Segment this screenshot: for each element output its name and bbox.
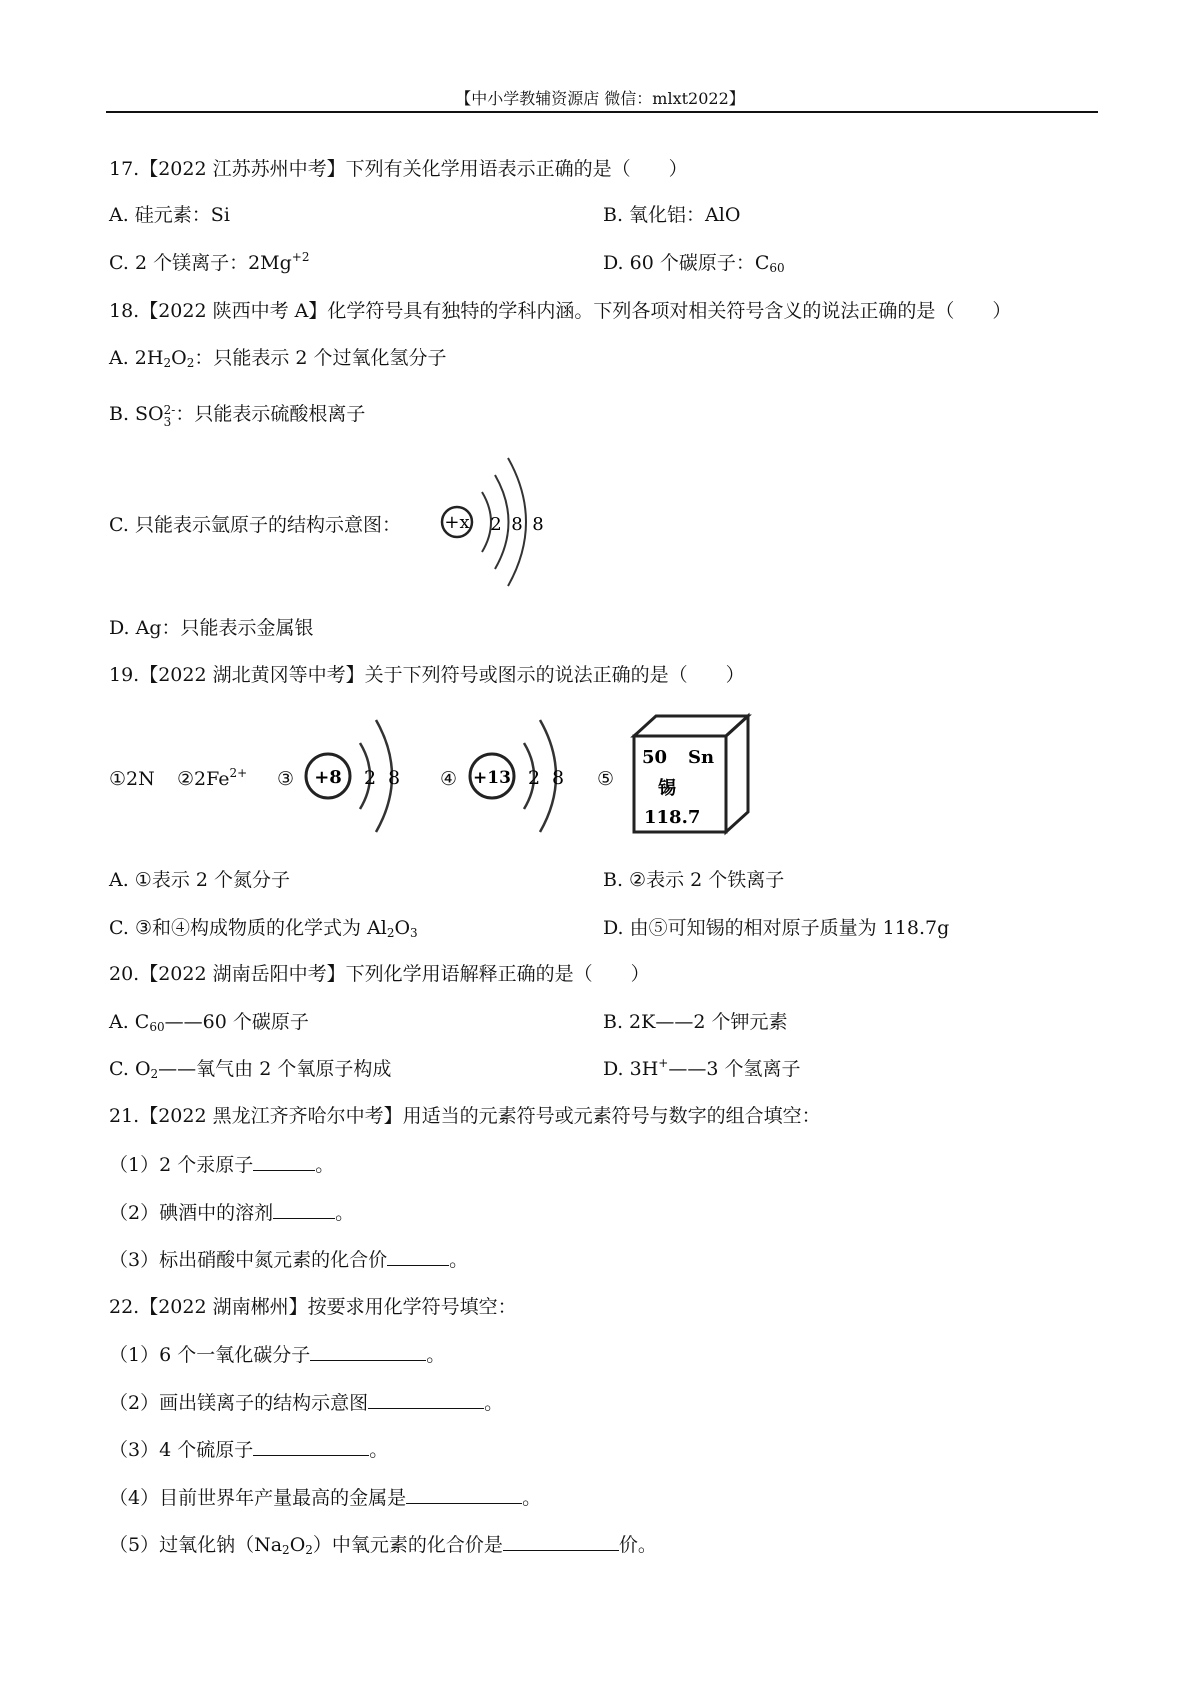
q21-part-1 (109, 1152, 334, 1177)
q18-b-sub: 3 (163, 415, 172, 429)
q20-option-c (109, 1057, 391, 1081)
q22-p3-text: （3）4 个硫原子 (109, 1439, 254, 1461)
cube-side-face (726, 716, 748, 832)
nucleus-charge: +13 (473, 768, 511, 788)
q22-p4-blank[interactable] (406, 1485, 522, 1504)
q17-option-d (603, 251, 785, 275)
q22-part-5 (109, 1532, 657, 1557)
q17-c-text: C. 2 个镁离子：2Mg (109, 252, 292, 274)
q20-d-pre: D. 3H (603, 1058, 659, 1080)
q22-p5-sub2: 2 (305, 1543, 313, 1557)
q19-stem: 19.【2022 湖北黄冈等中考】关于下列符号或图示的说法正确的是（ ） (109, 664, 745, 686)
q21-p1-text: （1）2 个汞原子 (109, 1154, 254, 1176)
q22-p2-end: 。 (484, 1392, 504, 1414)
q20-d-sup: + (658, 1056, 669, 1070)
q19-item2-sup: 2+ (229, 766, 248, 780)
q20-d-post: ——3 个氢离子 (668, 1058, 801, 1080)
q22-p2-text: （2）画出镁离子的结构示意图 (109, 1392, 369, 1414)
q19-c-sub2: 3 (410, 926, 418, 940)
q19-aluminum-diagram (464, 708, 579, 843)
q20-c-sub: 2 (150, 1067, 159, 1081)
q18-b-pre: B. SO (109, 403, 164, 425)
q21-p1-end: 。 (315, 1154, 335, 1176)
q18-a-pre: A. 2H (109, 347, 164, 369)
q21-p3-end: 。 (449, 1249, 469, 1271)
q17-option-a: A. 硅元素：Si (109, 204, 230, 226)
q19-c-sub1: 2 (386, 926, 395, 940)
q22-p5-sub1: 2 (282, 1543, 290, 1557)
q19-c-mid: O (394, 917, 411, 939)
q21-stem: 21.【2022 黑龙江齐齐哈尔中考】用适当的元素符号或元素符号与数字的组合填空： (109, 1105, 821, 1127)
shell-electrons-1: 2 (490, 514, 502, 535)
shell-electrons-2: 8 (511, 514, 523, 535)
q21-p3-blank[interactable] (387, 1247, 449, 1266)
q22-part-4 (109, 1485, 541, 1510)
shell-electrons-1: 2 (363, 767, 377, 789)
q21-part-2 (109, 1200, 354, 1225)
shell-electrons-3: 8 (532, 514, 544, 535)
q21-part-3 (109, 1247, 468, 1272)
q20-option-a (109, 1010, 309, 1034)
q20-stem: 20.【2022 湖南岳阳中考】下列化学用语解释正确的是（ ） (109, 963, 650, 985)
q19-item-4-label: ④ (440, 768, 458, 790)
atomic-number: 50 (642, 747, 668, 768)
q22-p2-blank[interactable] (368, 1390, 484, 1409)
q18-stem: 18.【2022 陕西中考 A】化学符号具有独特的学科内涵。下列各项对相关符号含义的说法正确的是（ ） (109, 300, 1012, 322)
q21-p3-text: （3）标出硝酸中氮元素的化合价 (109, 1249, 388, 1271)
q19-item-3-label: ③ (277, 768, 295, 790)
q22-p3-end: 。 (369, 1439, 389, 1461)
q19-oxygen-diagram (300, 708, 415, 843)
q22-stem: 22.【2022 湖南郴州】按要求用化学符号填空： (109, 1296, 517, 1318)
q19-option-a: A. ①表示 2 个氮分子 (109, 869, 291, 891)
q17-option-b: B. 氧化铝：AlO (603, 204, 741, 226)
q19-c-pre: C. ③和④构成物质的化学式为 Al (109, 917, 387, 939)
q21-p2-text: （2）碘酒中的溶剂 (109, 1202, 274, 1224)
q18-option-d: D. Ag：只能表示金属银 (109, 617, 314, 639)
q20-c-pre: C. O (109, 1058, 151, 1080)
q22-p1-end: 。 (426, 1344, 446, 1366)
shell-electrons-1: 2 (527, 767, 541, 789)
nucleus-charge: +8 (314, 767, 342, 788)
q18-b-sup: 2- (163, 403, 176, 417)
q18-a-sub1: 2 (163, 356, 172, 370)
element-symbol: Sn (688, 747, 715, 768)
q22-p3-blank[interactable] (253, 1437, 369, 1456)
q21-p2-blank[interactable] (273, 1200, 335, 1219)
q20-option-d (603, 1057, 801, 1081)
q22-p1-blank[interactable] (310, 1342, 426, 1361)
q22-p1-text: （1）6 个一氧化碳分子 (109, 1344, 311, 1366)
q18-option-a (109, 346, 447, 370)
q18-option-b (109, 402, 365, 428)
q17-option-c (109, 251, 309, 275)
q18-atom-diagram (440, 450, 560, 595)
q22-part-1 (109, 1342, 445, 1367)
q17-d-sub: 60 (769, 261, 785, 275)
q20-a-sub: 60 (149, 1020, 165, 1034)
q18-b-charge (164, 404, 176, 428)
q22-p5-end: 价。 (618, 1534, 657, 1556)
atomic-mass: 118.7 (644, 807, 701, 828)
q22-p4-end: 。 (522, 1487, 542, 1509)
q18-a-sub2: 2 (186, 356, 195, 370)
q21-p2-end: 。 (335, 1202, 355, 1224)
q20-a-post: ——60 个碳原子 (164, 1011, 309, 1033)
shell-electrons-2: 8 (387, 767, 401, 789)
q19-tin-element-cell (630, 712, 755, 837)
q17-d-text: D. 60 个碳原子：C (603, 252, 770, 274)
q22-p5-post: ）中氧元素的化合价是 (312, 1534, 503, 1556)
header-divider (106, 111, 1098, 113)
page-header: 【中小学教辅资源店 微信：mlxt2022】 (455, 89, 745, 108)
q22-p5-pre: （5）过氧化钠（Na (109, 1534, 283, 1556)
q19-item-2 (177, 767, 247, 791)
shell-electrons-2: 8 (551, 767, 565, 789)
q22-p4-text: （4）目前世界年产量最高的金属是 (109, 1487, 407, 1509)
nucleus-charge: +x (444, 512, 470, 533)
q22-p5-mid: O (289, 1534, 306, 1556)
q21-p1-blank[interactable] (253, 1152, 315, 1171)
q20-c-post: ——氧气由 2 个氧原子构成 (158, 1058, 392, 1080)
q20-option-b: B. 2K——2 个钾元素 (603, 1011, 788, 1033)
q17-stem: 17.【2022 江苏苏州中考】下列有关化学用语表示正确的是（ ） (109, 158, 688, 180)
q19-item-5-label: ⑤ (597, 768, 615, 790)
element-name: 锡 (658, 778, 676, 799)
q18-a-post: ：只能表示 2 个过氧化氢分子 (194, 347, 447, 369)
q19-option-c (109, 916, 418, 940)
q18-a-mid: O (171, 347, 187, 369)
q22-part-2 (109, 1390, 503, 1415)
q22-part-3 (109, 1437, 388, 1462)
q19-option-b: B. ②表示 2 个铁离子 (603, 869, 785, 891)
q19-item2-pre: ②2Fe (177, 768, 230, 790)
q22-p5-blank[interactable] (503, 1532, 619, 1551)
q18-b-post: ：只能表示硫酸根离子 (175, 403, 366, 425)
q20-a-pre: A. C (109, 1011, 150, 1033)
q19-option-d: D. 由⑤可知锡的相对原子质量为 118.7g (603, 917, 950, 939)
q19-item-1: ①2N (109, 768, 155, 790)
q18-option-c: C. 只能表示氩原子的结构示意图： (109, 514, 401, 536)
q17-c-sup: +2 (291, 250, 310, 264)
